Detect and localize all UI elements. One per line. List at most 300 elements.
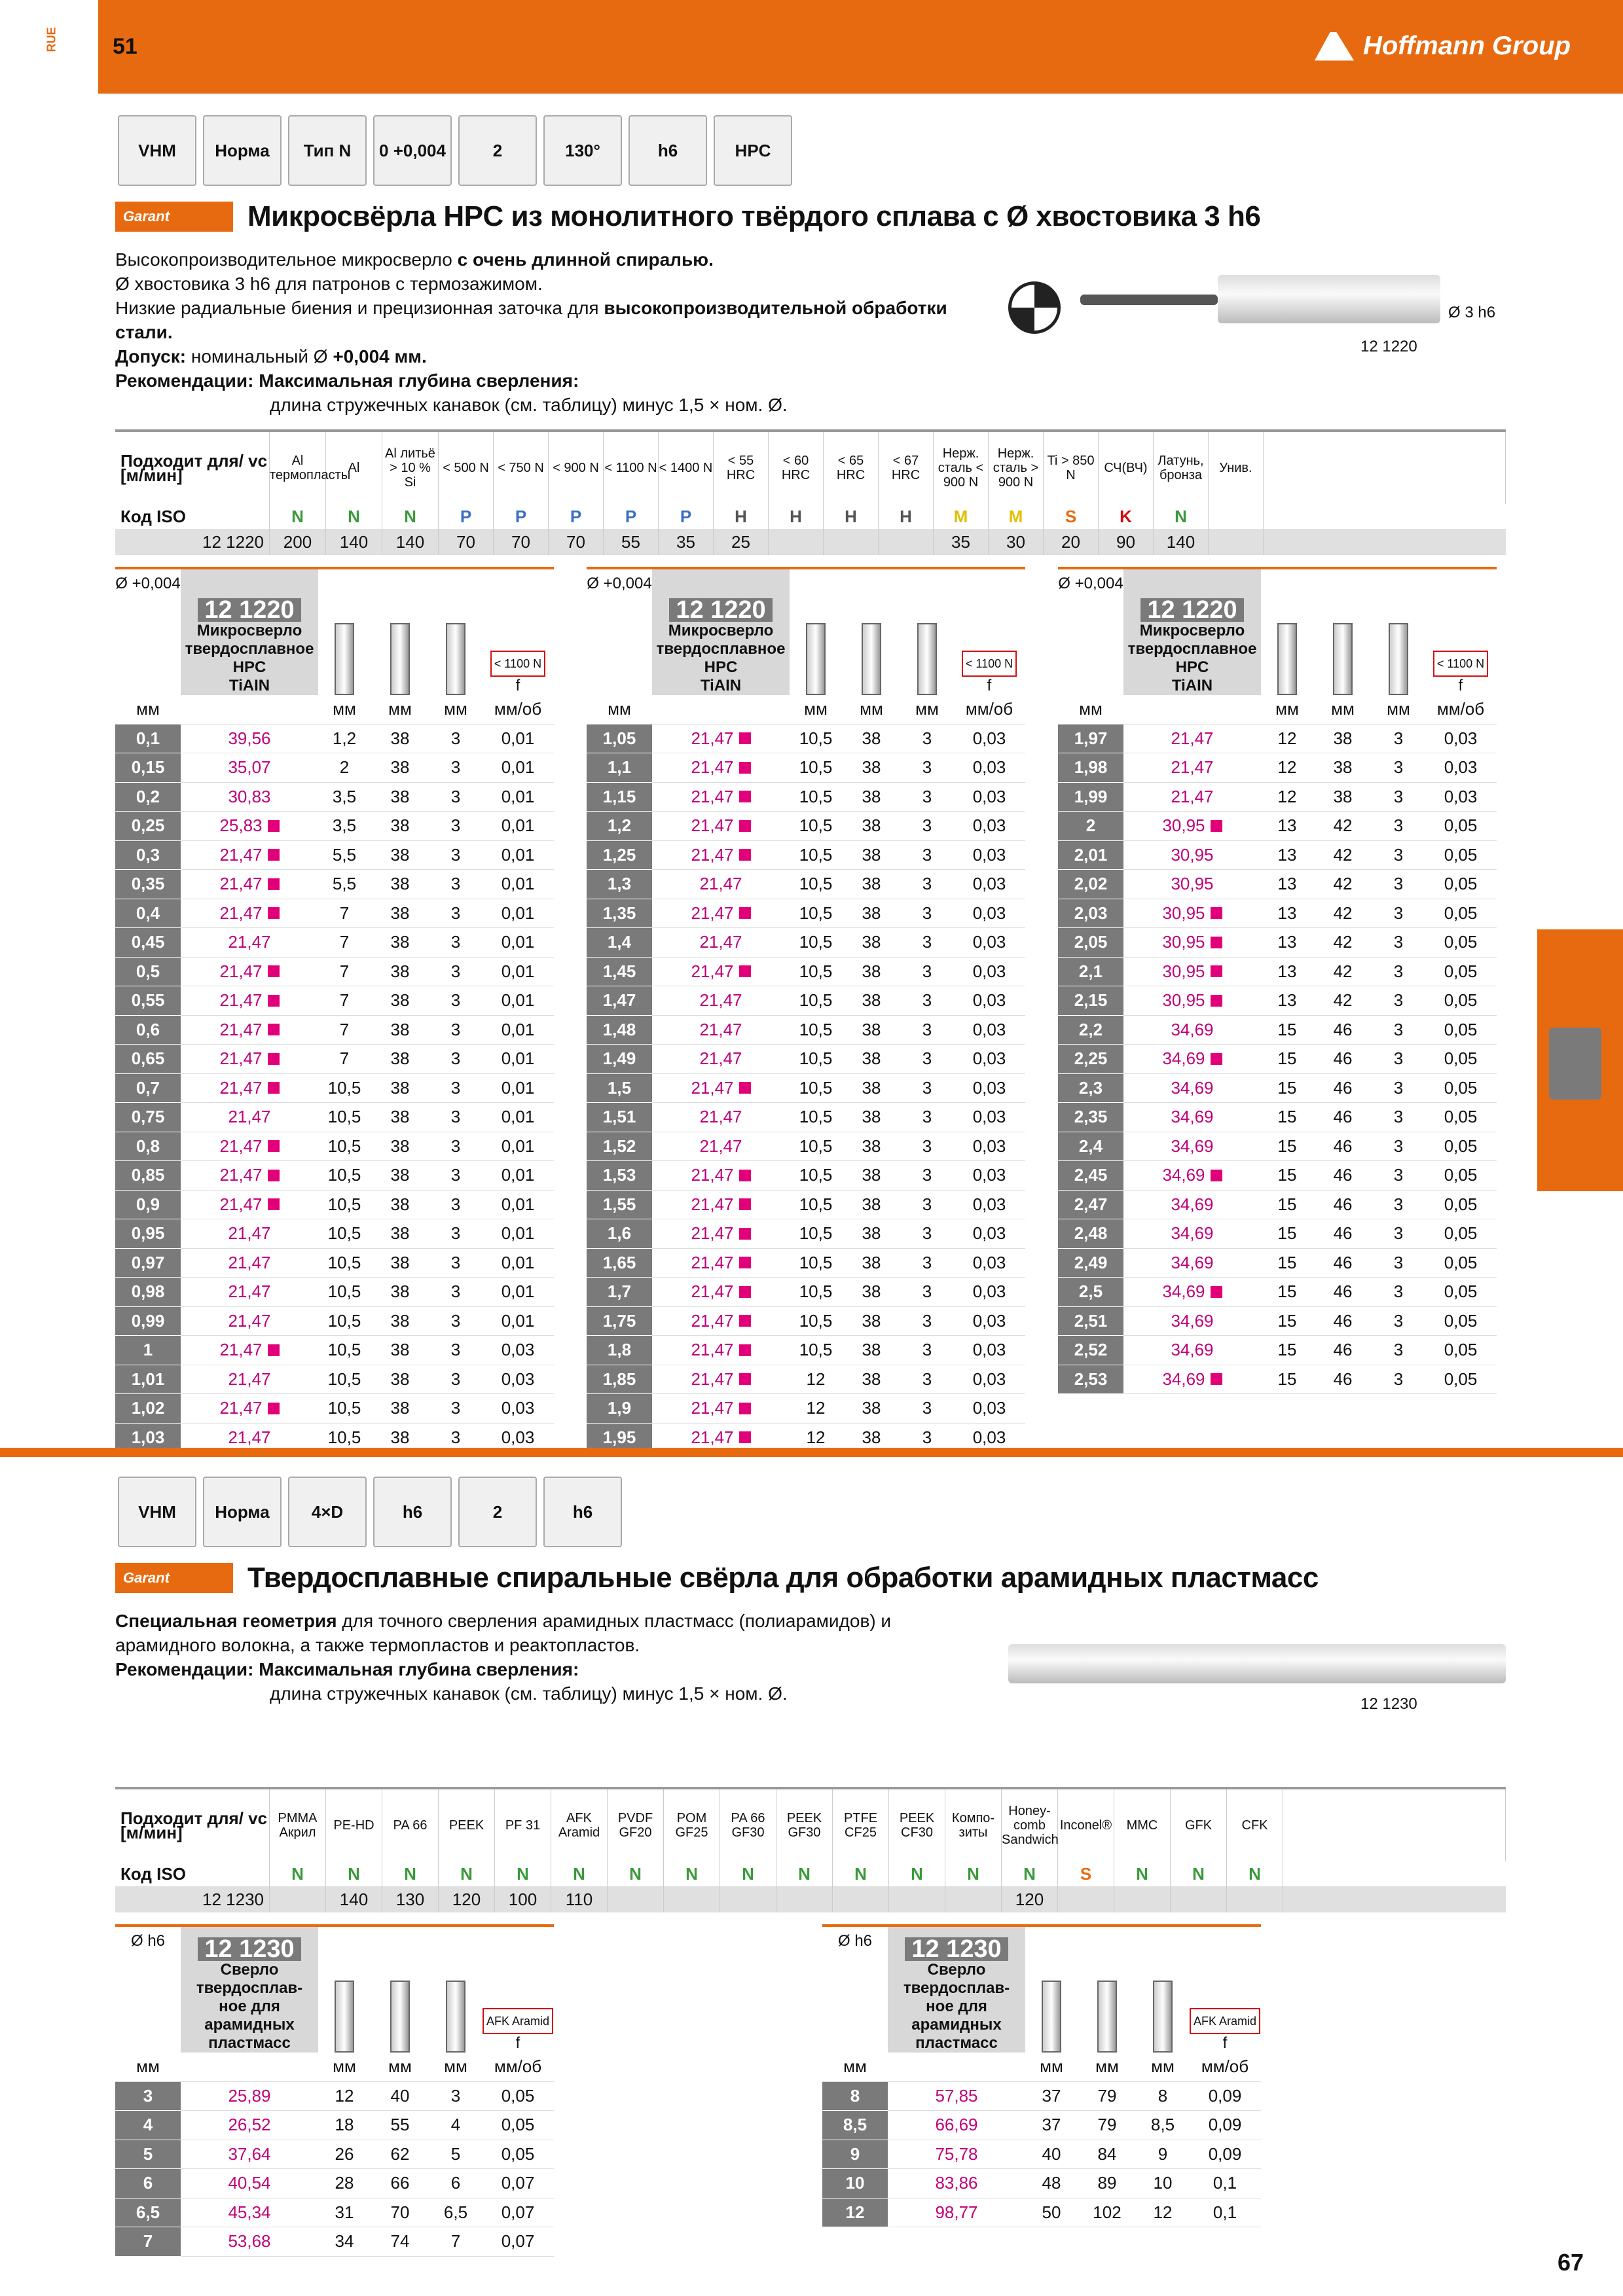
value-cell: [482, 1161, 554, 1191]
unit-cell: мм: [429, 695, 482, 725]
value-cell: [429, 783, 482, 812]
value-cell: [1137, 2140, 1189, 2170]
value-cell: [318, 1074, 371, 1103]
value-cell: [901, 783, 953, 812]
product-code: 12 1220: [1140, 598, 1243, 622]
cell-text: 10: [845, 2173, 865, 2193]
value-cell: 25: [714, 529, 769, 555]
cell-text: 0,03: [972, 1223, 1006, 1244]
value-cell: [901, 1161, 953, 1191]
value-cell: [842, 928, 901, 958]
cell-text: 21,47: [228, 1107, 271, 1127]
price-cell: [1123, 1307, 1261, 1336]
price-cell: [181, 2227, 318, 2257]
table-row: [1058, 1365, 1497, 1395]
table-row: [587, 1336, 1025, 1365]
cell-text: 46: [1333, 1165, 1353, 1185]
material-header-cell: СЧ(ВЧ): [1099, 432, 1154, 504]
cell-text: 75,78: [935, 2144, 978, 2164]
value-cell: [318, 1103, 371, 1132]
value-cell: [1313, 1191, 1372, 1220]
cell-text: 3: [922, 1369, 932, 1389]
iso-cell: N: [326, 1861, 382, 1886]
cell-text: 3: [1393, 816, 1404, 836]
diameter-cell: [115, 2169, 181, 2198]
stock-marker: [739, 1431, 751, 1443]
value-cell: [842, 1074, 901, 1103]
cell-text: 0,15: [131, 757, 165, 778]
value-cell: [482, 841, 554, 870]
value-cell: [482, 2169, 554, 2198]
table-row: [587, 1307, 1025, 1336]
cell-text: 30,95: [1162, 816, 1205, 836]
cell-text: 12: [1277, 786, 1297, 806]
coating: TiAIN: [700, 677, 742, 694]
cell-text: 1,7: [607, 1282, 632, 1302]
value-cell: [842, 870, 901, 899]
value-cell: [371, 725, 429, 754]
iso-label: Код ISO: [115, 1861, 270, 1886]
table-row: [587, 1161, 1025, 1191]
cell-text: 0,09: [1208, 2115, 1242, 2135]
cell-text: 21,47: [691, 1194, 734, 1214]
cell-text: 10,5: [799, 786, 833, 806]
diameter-cell: [115, 899, 181, 929]
value-cell: [1261, 1249, 1313, 1278]
cell-text: 13: [1277, 816, 1297, 836]
cell-text: 38: [862, 932, 881, 952]
table-row: [822, 2140, 1261, 2170]
cell-text: 13: [1277, 903, 1297, 923]
cell-text: 3: [450, 1398, 461, 1418]
cell-text: 7: [450, 2231, 461, 2251]
cell-text: 38: [390, 1427, 410, 1447]
stock-marker: [268, 1082, 280, 1094]
unit-cell: [181, 2053, 318, 2082]
cell-text: 0,75: [131, 1107, 165, 1127]
price-cell: [1123, 1016, 1261, 1045]
cell-text: 38: [390, 1136, 410, 1156]
cell-text: 3: [1393, 1252, 1404, 1272]
cell-text: 21,47: [691, 1165, 734, 1185]
price-cell: [1123, 1365, 1261, 1395]
diameter-cell: [1058, 1103, 1123, 1132]
diameter-cell: [587, 986, 652, 1016]
price-cell: [652, 986, 790, 1016]
material-header-cell: < 750 N: [494, 432, 549, 504]
price-cell: [888, 2198, 1025, 2228]
table-row: [115, 1307, 554, 1336]
diameter-cell: [587, 1365, 652, 1395]
price-cell: [652, 1365, 790, 1395]
table-row: [115, 1045, 554, 1074]
cell-text: 0,03: [972, 903, 1006, 923]
value-cell: [1425, 753, 1497, 783]
diameter-header: Ø +0,004: [1058, 575, 1123, 592]
cell-text: 38: [390, 1165, 410, 1185]
cell-text: 38: [1333, 728, 1353, 748]
cell-text: 10: [1153, 2173, 1173, 2193]
cell-text: 38: [390, 1369, 410, 1389]
value-cell: [482, 928, 554, 958]
iso-cell: M: [989, 504, 1044, 529]
cell-text: 3: [1393, 932, 1404, 952]
value-cell: [842, 812, 901, 841]
cell-text: 21,47: [691, 1427, 734, 1447]
value-cell: [318, 725, 371, 754]
cell-text: 15: [1277, 1077, 1297, 1098]
diameter-cell: [115, 1219, 181, 1249]
drill-tip-icon: [1008, 281, 1061, 334]
value-cell: [1171, 1886, 1227, 1912]
cell-text: 38: [390, 786, 410, 806]
value-cell: [429, 958, 482, 987]
symbol-box: HPC: [714, 115, 792, 186]
cell-text: 13: [1277, 874, 1297, 894]
drill-icon: [446, 1981, 465, 2053]
cell-text: 3: [922, 1165, 932, 1185]
cell-text: 0,09: [1208, 2144, 1242, 2164]
material-header-cell: < 1100 N: [604, 432, 659, 504]
diameter-cell: [115, 1016, 181, 1045]
diameter-cell: [115, 1249, 181, 1278]
cell-text: 37: [1042, 2085, 1061, 2106]
stock-marker: [1211, 820, 1222, 832]
product-header: [1123, 569, 1261, 695]
cell-text: 0,1: [1213, 2173, 1237, 2193]
cell-text: 3: [922, 1398, 932, 1418]
cell-text: 83,86: [935, 2173, 978, 2193]
diameter-cell: [115, 1045, 181, 1074]
value-cell: [1425, 870, 1497, 899]
diameter-header: Ø +0,004: [587, 575, 652, 592]
value-cell: [1372, 1249, 1425, 1278]
iso-cell: N: [1171, 1861, 1227, 1886]
cell-text: 46: [1333, 1310, 1353, 1331]
unit-cell: мм: [842, 695, 901, 725]
cell-text: 21,47: [691, 1398, 734, 1418]
stock-marker: [739, 1082, 751, 1094]
value-cell: [901, 958, 953, 987]
price-cell: [1123, 986, 1261, 1016]
table-row: [115, 841, 554, 870]
cell-text: 21,47: [219, 1136, 263, 1156]
cell-text: 12: [806, 1427, 826, 1447]
diameter-cell: [587, 841, 652, 870]
cell-text: 15: [1277, 1223, 1297, 1244]
price-cell: [181, 870, 318, 899]
value-cell: [953, 1219, 1025, 1249]
value-cell: [318, 2140, 371, 2170]
value-cell: [318, 986, 371, 1016]
table-row: [587, 753, 1025, 783]
cell-text: 15: [1277, 1019, 1297, 1039]
product-name: Микросверло твердосплавное HPC: [185, 622, 314, 676]
unit-cell: мм: [371, 695, 429, 725]
value-cell: 35: [659, 529, 714, 555]
cell-text: 3: [1393, 1107, 1404, 1127]
diameter-cell: [587, 812, 652, 841]
value-cell: [1261, 1132, 1313, 1162]
price-cell: [181, 1307, 318, 1336]
symbol-box: h6: [629, 115, 707, 186]
cell-text: 38: [390, 1282, 410, 1302]
value-cell: [371, 1336, 429, 1365]
symbol-box: 130°: [543, 115, 622, 186]
value-cell: [318, 1045, 371, 1074]
cell-text: 5,5: [332, 874, 357, 894]
stock-marker: [1211, 907, 1222, 919]
cell-text: 3: [922, 816, 932, 836]
cell-text: 38: [862, 961, 881, 981]
value-cell: 110: [551, 1886, 608, 1912]
cell-text: 4: [450, 2115, 461, 2135]
unit-cell: мм/об: [1189, 2053, 1261, 2082]
price-cell: [181, 1103, 318, 1132]
material-header-cell: CFK: [1227, 1789, 1283, 1861]
value-cell: [1313, 1307, 1372, 1336]
materials-table-2: [115, 1787, 1506, 1912]
table-row: [587, 870, 1025, 899]
cell-text: 30,95: [1162, 932, 1205, 952]
cell-text: 2,01: [1074, 844, 1108, 865]
cell-text: 3: [450, 757, 461, 778]
cell-text: 10,5: [799, 1252, 833, 1272]
cell-text: 3: [450, 1310, 461, 1331]
value-cell: [482, 1307, 554, 1336]
diameter-cell: [1058, 958, 1123, 987]
value-cell: [1425, 1249, 1497, 1278]
price-cell: [652, 870, 790, 899]
cell-text: 3: [922, 874, 932, 894]
value-cell: [318, 2082, 371, 2111]
cell-text: 0,03: [972, 757, 1006, 778]
stock-marker: [1211, 965, 1222, 977]
symbol-box: VHM: [118, 1477, 196, 1547]
diameter-cell: [115, 841, 181, 870]
value-cell: [429, 812, 482, 841]
iso-row: [115, 1861, 1506, 1886]
iso-cell: N: [1002, 1861, 1058, 1886]
value-cell: [1313, 725, 1372, 754]
cell-text: 3: [450, 1340, 461, 1360]
unit-cell: мм: [1137, 2053, 1189, 2082]
cell-text: 3: [922, 728, 932, 748]
cell-text: 3: [450, 1427, 461, 1447]
cell-text: 0,03: [972, 728, 1006, 748]
value-cell: 35: [934, 529, 989, 555]
cell-text: 3: [1393, 1282, 1404, 1302]
cell-text: 40,54: [228, 2173, 271, 2193]
diameter-cell: [115, 1103, 181, 1132]
material-header-cell: POM GF25: [664, 1789, 720, 1861]
cell-text: 2,35: [1074, 1107, 1108, 1127]
price-cell: [181, 841, 318, 870]
stock-marker: [739, 1228, 751, 1240]
table-row: [587, 958, 1025, 987]
value-cell: [1313, 1045, 1372, 1074]
cell-text: 34,69: [1171, 1136, 1214, 1156]
diameter-cell: [1058, 841, 1123, 870]
value-cell: [1261, 1365, 1313, 1395]
material-header-cell: Унив.: [1209, 432, 1264, 504]
cell-text: 2,47: [1074, 1194, 1108, 1214]
value-cell: [429, 1219, 482, 1249]
cell-text: 0,05: [501, 2085, 535, 2106]
value-cell: [664, 1886, 720, 1912]
cell-text: 0,03: [972, 1165, 1006, 1185]
price-cell: [181, 1191, 318, 1220]
price-cell: [888, 2082, 1025, 2111]
symbol-row-1: [118, 115, 792, 186]
value-cell: [842, 1219, 901, 1249]
cell-text: 2,1: [1078, 961, 1103, 981]
cell-text: 26,52: [228, 2115, 271, 2135]
cell-text: 21,47: [219, 990, 263, 1011]
cell-text: 0,05: [501, 2115, 535, 2135]
table-row: [115, 753, 554, 783]
value-cell: [1209, 529, 1264, 555]
feed-header: [482, 569, 554, 695]
cell-text: 5: [450, 2144, 461, 2164]
cell-text: 18: [335, 2115, 354, 2135]
unit-cell: мм/об: [953, 695, 1025, 725]
price-cell: [1123, 1249, 1261, 1278]
material-header-cell: AFK Aramid: [551, 1789, 608, 1861]
value-cell: [371, 1074, 429, 1103]
value-cell: [1137, 2082, 1189, 2111]
tool-dim-header: [1261, 569, 1313, 695]
cell-text: 42: [1333, 816, 1353, 836]
cell-text: 38: [390, 728, 410, 748]
cell-text: 21,47: [1171, 728, 1214, 748]
cell-text: 3: [922, 932, 932, 952]
material-header-cell: PMMA Акрил: [270, 1789, 326, 1861]
cell-text: 1,45: [602, 961, 636, 981]
brand-name: Hoffmann Group: [1362, 31, 1571, 60]
diameter-cell: [115, 725, 181, 754]
stock-marker: [739, 1403, 751, 1414]
price-cell: [181, 1132, 318, 1162]
value-cell: [1372, 1191, 1425, 1220]
stock-marker: [739, 849, 751, 861]
value-cell: [1261, 1307, 1313, 1336]
cell-text: 21,47: [691, 757, 734, 778]
cell-text: 21,47: [691, 844, 734, 865]
diameter-cell: [587, 1103, 652, 1132]
coating: TiAIN: [1171, 677, 1213, 694]
cell-text: 35,07: [228, 757, 271, 778]
price-cell: [652, 841, 790, 870]
cell-text: 7: [339, 1049, 350, 1069]
value-cell: [429, 1161, 482, 1191]
value-cell: [953, 1278, 1025, 1307]
table-row: [115, 1103, 554, 1132]
iso-cell: N: [495, 1861, 551, 1886]
cell-text: 1,6: [607, 1223, 632, 1244]
value-cell: [371, 2082, 429, 2111]
stock-marker: [739, 1198, 751, 1210]
price-cell: [181, 1016, 318, 1045]
value-cell: [482, 1336, 554, 1365]
unit-cell: мм: [115, 695, 181, 725]
cell-text: 3: [450, 844, 461, 865]
value-cell: [371, 870, 429, 899]
cell-text: 2,5: [1078, 1282, 1103, 1302]
cell-text: 3: [1393, 786, 1404, 806]
cell-text: 0,03: [501, 1427, 535, 1447]
cell-text: 0,01: [501, 990, 535, 1011]
price-cell: [181, 1249, 318, 1278]
material-header-cell: Al термопласты: [270, 432, 326, 504]
value-cell: 120: [439, 1886, 495, 1912]
cell-text: 21,47: [228, 1223, 271, 1244]
cell-text: 3: [1393, 1077, 1404, 1098]
value-cell: [1313, 1016, 1372, 1045]
cell-text: 38: [390, 874, 410, 894]
stock-marker: [739, 791, 751, 802]
price-cell: [1123, 753, 1261, 783]
diameter-cell: [1058, 753, 1123, 783]
value-cell: [1425, 783, 1497, 812]
diameter-cell: [587, 1132, 652, 1162]
price-cell: [1123, 1161, 1261, 1191]
table-row: [1058, 812, 1497, 841]
cell-text: 13: [1277, 961, 1297, 981]
value-cell: [842, 1365, 901, 1395]
value-cell: [790, 958, 842, 987]
value-cell: [429, 1278, 482, 1307]
table-header: [115, 567, 554, 695]
value-cell: [429, 2169, 482, 2198]
cell-text: 3: [922, 1223, 932, 1244]
value-cell: [371, 958, 429, 987]
material-box: < 1100 N: [962, 651, 1017, 677]
cell-text: 1,75: [602, 1310, 636, 1331]
cell-text: 8: [850, 2085, 860, 2106]
cell-text: 0,01: [501, 1223, 535, 1244]
value-cell: [371, 2169, 429, 2198]
stock-marker: [268, 995, 280, 1007]
value-cell: [901, 1191, 953, 1220]
cell-text: 38: [862, 786, 881, 806]
tool-dim-header: [1078, 1927, 1137, 2053]
value-cell: [1078, 2198, 1137, 2228]
price-cell: [181, 928, 318, 958]
value-cell: [901, 1045, 953, 1074]
cell-text: 21,47: [228, 1252, 271, 1272]
cell-text: 0,99: [131, 1310, 165, 1331]
price-cell: [181, 783, 318, 812]
diameter-cell: [822, 2169, 888, 2198]
value-cell: [1372, 986, 1425, 1016]
value-cell: [790, 1365, 842, 1395]
value-cell: [482, 1103, 554, 1132]
cell-text: 2,2: [1078, 1019, 1103, 1039]
value-cell: [1261, 812, 1313, 841]
cell-text: 10,5: [327, 1107, 361, 1127]
cell-text: 34,69: [1171, 1077, 1214, 1098]
cell-text: 42: [1333, 844, 1353, 865]
cell-text: 0,05: [1444, 1252, 1478, 1272]
table-row: [1058, 928, 1497, 958]
cell-text: 10,5: [799, 1077, 833, 1098]
cell-text: 1,05: [602, 728, 636, 748]
value-cell: [790, 870, 842, 899]
material-header-cell: PVDF GF20: [608, 1789, 664, 1861]
value-cell: [1425, 725, 1497, 754]
cell-text: 10,5: [799, 757, 833, 778]
